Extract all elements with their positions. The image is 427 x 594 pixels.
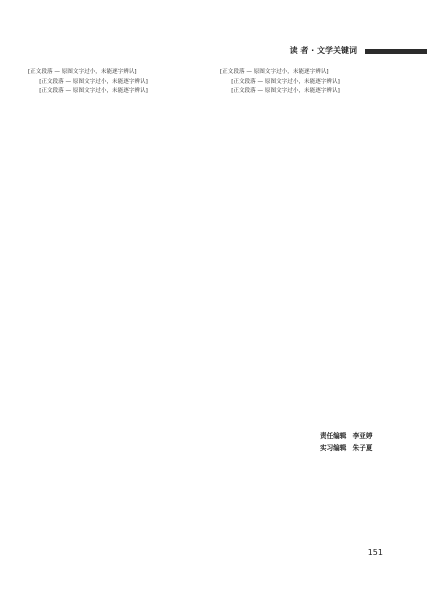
credit-line bbox=[320, 430, 372, 442]
credit-name: 朱子夏 bbox=[352, 444, 373, 452]
left-column bbox=[28, 68, 198, 97]
editor-credits bbox=[320, 430, 372, 454]
body-paragraph: [正文段落 — 原图文字过小，未能逐字辨认] bbox=[220, 69, 329, 75]
credit-role: 实习编辑 bbox=[320, 444, 347, 452]
credit-line bbox=[320, 442, 372, 454]
body-paragraph: [正文段落 — 原图文字过小，未能逐字辨认] bbox=[231, 78, 340, 85]
right-column bbox=[220, 68, 390, 97]
body-paragraph: [正文段落 — 原图文字过小，未能逐字辨认] bbox=[39, 88, 148, 95]
header-rule bbox=[365, 49, 427, 54]
body-paragraph: [正文段落 — 原图文字过小，未能逐字辨认] bbox=[39, 78, 148, 85]
page-header bbox=[0, 45, 427, 57]
body-paragraph: [正文段落 — 原图文字过小，未能逐字辨认] bbox=[231, 88, 340, 95]
credit-role: 责任编辑 bbox=[320, 432, 347, 440]
body-paragraph: [正文段落 — 原图文字过小，未能逐字辨认] bbox=[28, 69, 137, 75]
section-title: 读 者 · 文学关键词 bbox=[289, 46, 357, 55]
credit-name: 李亚婷 bbox=[352, 432, 373, 440]
page-number: 151 bbox=[367, 548, 383, 557]
